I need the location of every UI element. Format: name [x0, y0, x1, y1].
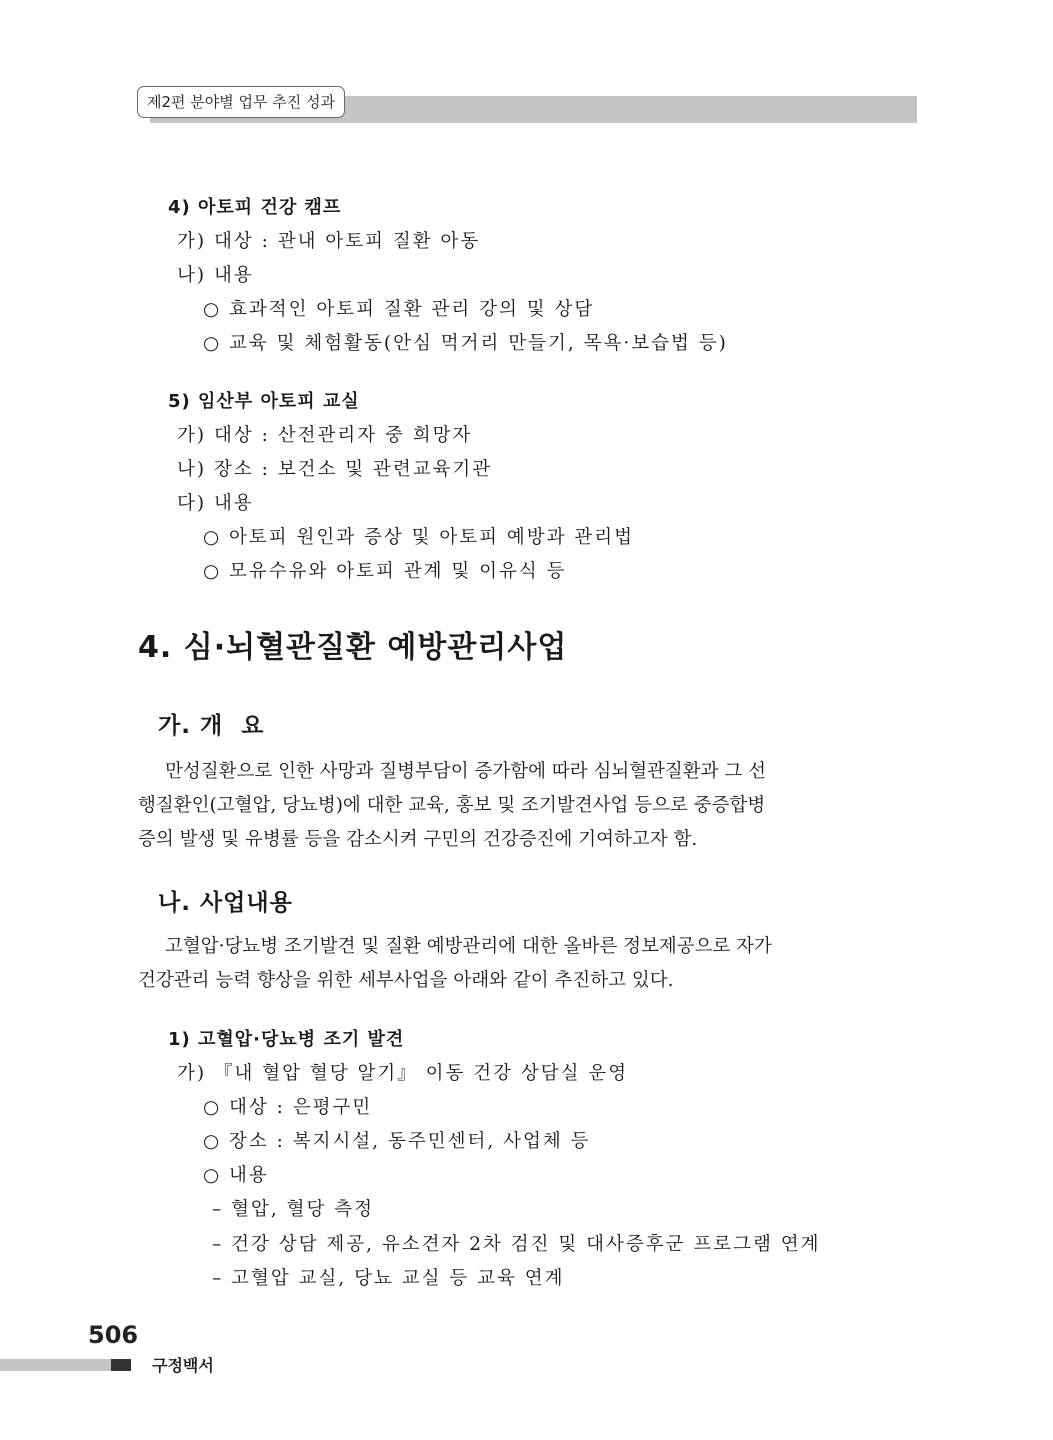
footer-marker [111, 1359, 131, 1371]
target-line: 가) 대상 : 산전관리자 중 희망자 [177, 425, 473, 446]
content-label: 나) 내용 [177, 265, 254, 286]
paragraph-line: 만성질환으로 인한 사망과 질병부담이 증가함에 따라 심뇌혈관질환과 그 선 [165, 761, 767, 782]
business-heading: 나. 사업내용 [158, 890, 293, 916]
content-label: 다) 내용 [177, 493, 254, 514]
paragraph-line: 증의 발생 및 유병률 등을 감소시켜 구민의 건강증진에 기여하고자 함. [138, 829, 698, 850]
paragraph-line: 고혈압·당뇨병 조기발견 및 질환 예방관리에 대한 올바른 정보제공으로 자가 [165, 936, 772, 957]
business-paragraph [138, 930, 913, 998]
page-number: 506 [88, 1321, 139, 1349]
bullet-item: ○ 효과적인 아토피 질환 관리 강의 및 상담 [203, 299, 595, 320]
target-line: 가) 대상 : 관내 아토피 질환 아동 [177, 231, 481, 252]
bullet-item: ○ 장소 : 복지시설, 동주민센터, 사업체 등 [203, 1131, 591, 1152]
bullet-item: ○ 모유수유와 아토피 관계 및 이유식 등 [203, 561, 567, 582]
bullet-item: ○ 대상 : 은평구민 [203, 1097, 373, 1118]
chapter-title: 4. 심·뇌혈관질환 예방관리사업 [138, 630, 568, 665]
footer-book-title: 구정백서 [152, 1356, 214, 1375]
overview-heading: 가. 개 요 [158, 713, 265, 739]
chapter-header-tab: 제2편 분야별 업무 추진 성과 [137, 86, 345, 118]
sub-item: 가) 『내 혈압 혈당 알기』 이동 건강 상담실 운영 [177, 1063, 629, 1084]
footer-bar [0, 1359, 111, 1371]
item-title: 1) 고혈압·당뇨병 조기 발견 [168, 1029, 405, 1050]
section-title: 4) 아토피 건강 캠프 [168, 197, 342, 218]
bullet-item: ○ 내용 [203, 1165, 269, 1186]
section-title: 5) 임산부 아토피 교실 [168, 391, 360, 412]
dash-item: – 건강 상담 제공, 유소견자 2차 검진 및 대사증후군 프로그램 연계 [212, 1234, 821, 1255]
bullet-item: ○ 교육 및 체험활동(안심 먹거리 만들기, 목욕·보습법 등) [203, 333, 728, 354]
bullet-item: ○ 아토피 원인과 증상 및 아토피 예방과 관리법 [203, 527, 634, 548]
paragraph-line: 행질환인(고혈압, 당뇨병)에 대한 교육, 홍보 및 조기발견사업 등으로 중증합병 [138, 795, 766, 816]
paragraph-line: 건강관리 능력 향상을 위한 세부사업을 아래와 같이 추진하고 있다. [138, 970, 674, 991]
dash-item: – 혈압, 혈당 측정 [212, 1199, 374, 1220]
place-line: 나) 장소 : 보건소 및 관련교육기관 [177, 459, 493, 480]
overview-paragraph [138, 755, 913, 857]
dash-item: – 고혈압 교실, 당뇨 교실 등 교육 연계 [212, 1268, 565, 1289]
